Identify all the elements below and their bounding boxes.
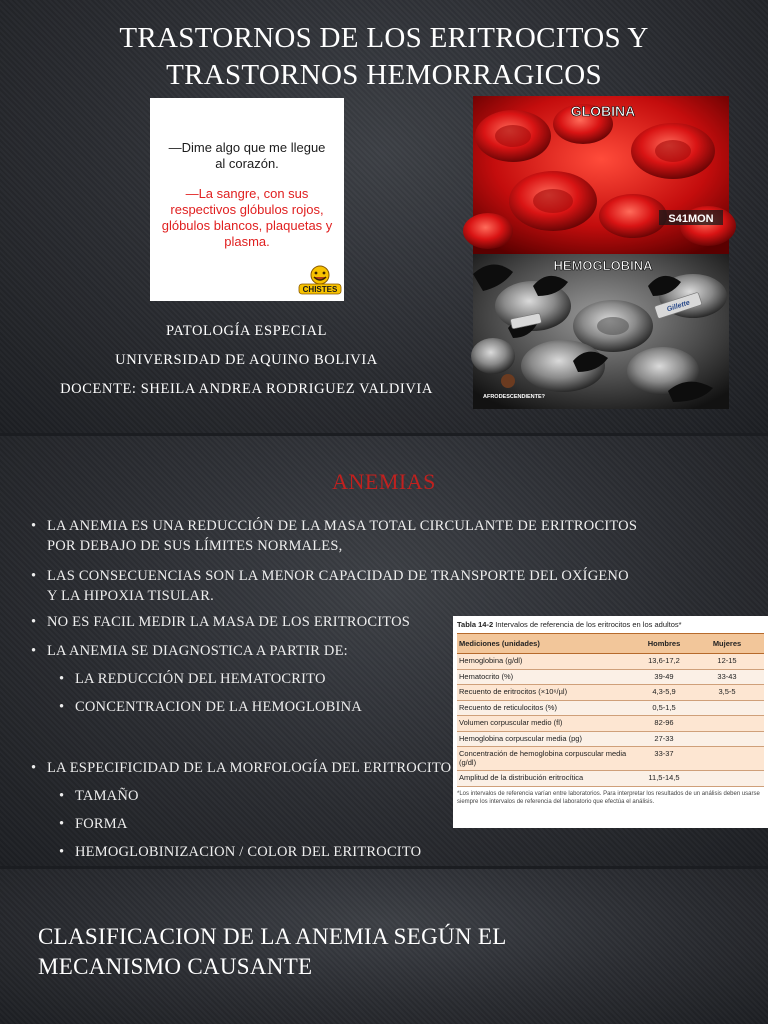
university-name: UNIVERSIDAD DE AQUINO BOLIVIA [115,352,378,368]
bullet-text: NO ES FACIL MEDIR LA MASA DE LOS ERITROCITOS [47,614,411,630]
bullet-item [31,516,737,556]
slide-anemias [0,436,768,866]
course-name: PATOLOGÍA ESPECIAL [165,323,328,339]
table-cell: 0,5-1,5 [652,702,676,712]
bullet-text: POR DEBAJO DE SUS LÍMITES NORMALES, [47,538,343,554]
table-cell: 39-49 [654,671,674,681]
table-caption [457,620,764,630]
anemias-heading: ANEMIAS [332,469,436,494]
table-cell: Concentración de hemoglobina corpuscular media (g/dl) [459,749,627,767]
table-cell: Hematocrito (%) [459,671,514,681]
bullet-text: TAMAÑO [75,788,139,804]
table-cell: 33-43 [717,671,737,681]
joke-question [150,140,344,172]
sub-bullet-item [59,669,495,689]
meme-label-globina: GLOBINA [570,103,636,119]
table-cell: 27-33 [654,733,674,743]
table-cell: 3,5-5 [718,687,736,696]
table-cell: 12-15 [717,656,737,665]
table-caption-number: Tabla 14-2 [457,620,494,629]
table-cell: Hemoglobina (g/dl) [459,656,523,665]
table-caption-text: Intervalos de referencia de los eritrocitos en los adultos* [495,620,682,629]
bullet-dot: • [59,844,65,860]
reference-table [453,616,768,828]
table-row [457,732,764,748]
bullet-dot: • [59,816,65,832]
bullet-text: Y LA HIPOXIA TISULAR. [47,588,214,604]
joke-question-line: —Dime algo que me llegue [168,140,326,155]
slide-title-heading [0,20,768,94]
bullet-text: LA REDUCCIÓN DEL HEMATOCRITO [75,671,326,687]
table-header-cell: Mediciones (unidades) [459,639,540,648]
table-cell [696,701,758,716]
table-header-cell: Mujeres [712,639,742,648]
table-cell [696,732,758,747]
chistes-logo [298,265,342,295]
bullet-dot: • [59,788,65,804]
table-body [457,654,764,787]
table-cell: 13,6-17,2 [648,656,680,665]
joke-answer-line: plasma. [224,234,270,249]
globina-hemoglobina-meme [473,96,729,409]
title-line-1: TRASTORNOS DE LOS ERITROCITOS Y [119,22,649,54]
table-row [457,716,764,732]
table-row [457,654,764,670]
table-cell: 82-96 [654,718,674,727]
bullet-dot: • [31,614,37,630]
table-row [457,701,764,717]
table-cell: Amplitud de la distribución eritrocítica [459,773,584,782]
table-cell [696,747,758,770]
table-cell: Hemoglobina corpuscular media (pg) [459,733,582,743]
table-cell: 33-37 [654,749,674,758]
bullet-text: HEMOGLOBINIZACION / COLOR DEL ERITROCITO [75,844,422,860]
bullet-dot: • [31,518,37,534]
meme-label-hemoglobina: HEMOGLOBINA [553,258,653,273]
sub-bullet-item [59,786,495,806]
bullet-dot: • [31,760,37,776]
teacher-name: DOCENTE: SHEILA ANDREA RODRIGUEZ VALDIVIA [60,381,433,397]
table-cell [696,716,758,731]
table-cell: 4,3-5,9 [652,687,676,696]
bullet-dot: • [31,643,37,659]
bullet-dot: • [59,699,65,715]
bullet-text: LA ANEMIA SE DIAGNOSTICA A PARTIR DE: [47,643,348,659]
bullet-text: LA ANEMIA ES UNA REDUCCIÓN DE LA MASA TOTAL CIRCULANTE DE ERITROCITOS [47,518,638,534]
table-header-cell: Hombres [647,639,681,648]
table-cell: Recuento de eritrocitos (×10⁶/µl) [459,687,568,696]
title-line-2: TRASTORNOS HEMORRAGICOS [166,59,602,91]
title-line-1: CLASIFICACION DE LA ANEMIA SEGÚN EL [38,924,507,949]
table-row [457,670,764,686]
table-row [457,685,764,701]
table-row [457,771,764,787]
bullet-text: CONCENTRACION DE LA HEMOGLOBINA [75,699,362,715]
sub-bullet-item [59,842,535,862]
meme-credit: AFRODESCENDIENTE? [483,394,546,400]
meme-watermark: S41MON [668,213,714,225]
table-cell: 11,5-14,5 [648,773,680,782]
table-header [457,633,764,654]
joke-answer-line: respectivos glóbulos rojos, [170,202,324,217]
chistes-logo-text: CHISTES [302,285,338,294]
table-footnote: *Los intervalos de referencia varían entre laboratorios. Para interpretar los resultados de un análisis deben usarse siempre los intervalos de referencia del laboratorio que efectúa el análisis. [457,790,760,805]
bullet-text: FORMA [75,816,128,832]
table-cell [696,771,758,786]
bullet-dot: • [59,671,65,687]
slide-title [0,0,768,433]
title-line-2: MECANISMO CAUSANTE [38,954,313,979]
joke-answer-line: glóbulos blancos, plaquetas y [161,218,333,233]
sub-bullet-item [59,814,495,834]
bullet-item [31,566,737,606]
clasificacion-title [38,922,638,982]
table-row [457,747,764,771]
table-cell: Recuento de reticulocitos (%) [459,702,557,712]
bullet-item [31,758,452,778]
table-cell: Volumen corpuscular medio (fl) [459,718,563,727]
joke-answer-line: —La sangre, con sus [185,186,309,201]
joke-answer [150,186,344,250]
bullet-text: LA ESPECIFICIDAD DE LA MORFOLOGÍA DEL ERITROCITO [47,760,452,776]
sub-bullet-item [59,697,495,717]
joke-image [150,98,344,301]
joke-question-line: al corazón. [215,156,279,171]
bullet-text: LAS CONSECUENCIAS SON LA MENOR CAPACIDAD DE TRANSPORTE DEL OXÍGENO [47,568,629,584]
meme-blade-brand: Gillette [666,299,691,314]
bullet-dot: • [31,568,37,584]
slide-clasificacion [0,869,768,1024]
